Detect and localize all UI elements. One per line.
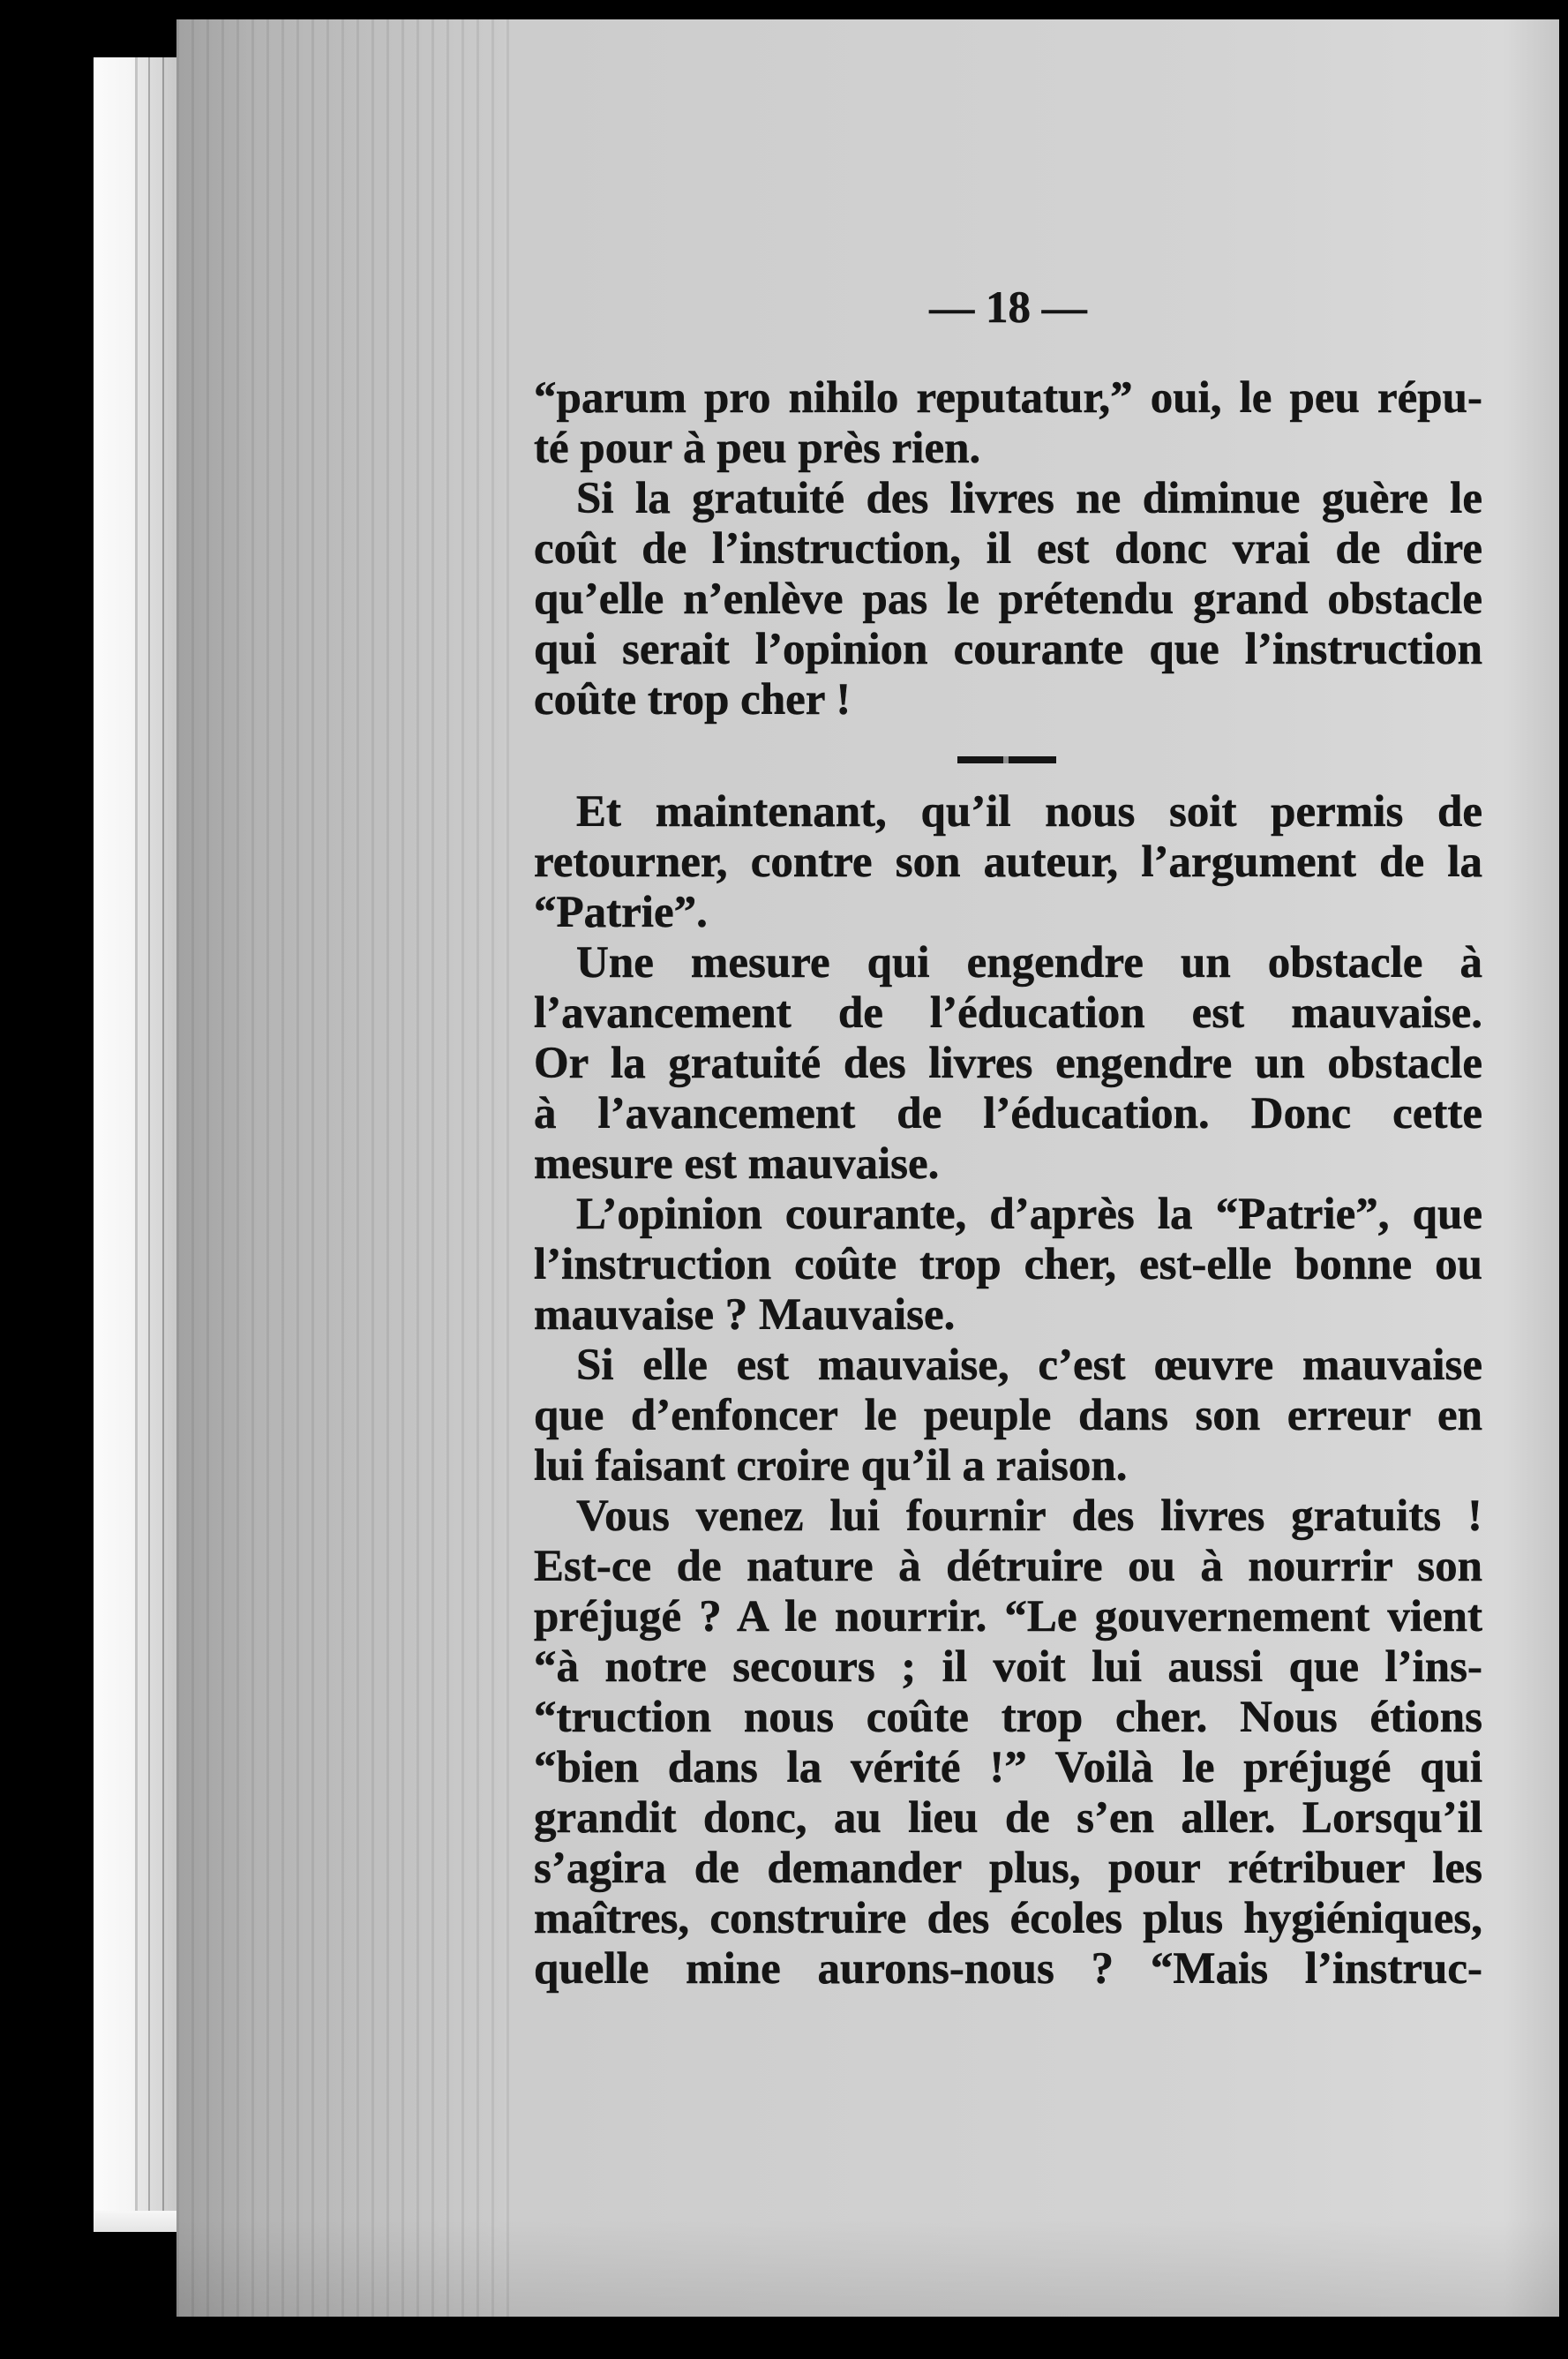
text-block <box>534 373 1482 1995</box>
text-line: Une mesure qui engendre un obstacle à <box>576 938 1482 988</box>
text-line: “truction nous coûte trop cher. Nous étions <box>534 1693 1482 1742</box>
section-separator <box>534 725 1482 787</box>
text-line: Vous venez lui fournir des livres gratuits ! <box>576 1491 1482 1541</box>
separator-rule <box>957 756 1056 763</box>
text-line: qu’elle n’enlève pas le prétendu grand obstacle <box>534 575 1482 624</box>
text-line: grandit donc, au lieu de s’en aller. Lorsqu’il <box>534 1793 1482 1843</box>
text-line: lui faisant croire qu’il a raison. <box>534 1441 1128 1491</box>
text-line: l’instruction coûte trop cher, est-elle bonne ou <box>534 1240 1482 1289</box>
paragraph <box>534 1491 1482 1995</box>
page-edge-stack <box>94 57 178 2224</box>
text-line: “Patrie”. <box>534 888 708 937</box>
text-line: s’agira de demander plus, pour rétribuer les <box>534 1844 1482 1893</box>
text-line: Si la gratuité des livres ne diminue guère le <box>576 474 1482 523</box>
text-line: que d’enfoncer le peuple dans son erreur en <box>534 1391 1482 1440</box>
text-line: quelle mine aurons-nous ? “Mais l’instruc- <box>534 1944 1482 1994</box>
scan-streaks <box>176 19 512 2317</box>
text-line: préjugé ? A le nourrir. “Le gouvernement vient <box>534 1592 1482 1642</box>
text-line: à l’avancement de l’éducation. Donc cette <box>534 1089 1482 1138</box>
text-line: Or la gratuité des livres engendre un obstacle <box>534 1039 1482 1088</box>
paragraph <box>534 474 1482 725</box>
text-line: “bien dans la vérité !” Voilà le préjugé qui <box>534 1743 1482 1792</box>
paragraph-continued <box>534 373 1482 474</box>
page-number: — 18 — <box>929 283 1087 333</box>
text-line: maîtres, construire des écoles plus hygiéniques, <box>534 1894 1482 1943</box>
paragraph <box>534 1341 1482 1491</box>
text-line: “à notre secours ; il voit lui aussi que l’ins- <box>534 1642 1482 1692</box>
paragraph <box>534 1190 1482 1341</box>
paragraph <box>534 787 1482 938</box>
text-line: coûte trop cher ! <box>534 675 852 725</box>
text-line: coût de l’instruction, il est donc vrai de dire <box>534 524 1482 574</box>
text-line: Si elle est mauvaise, c’est œuvre mauvaise <box>576 1341 1482 1390</box>
text-line: qui serait l’opinion courante que l’instruction <box>534 625 1482 674</box>
text-line: “parum pro nihilo reputatur,” oui, le peu répu- <box>534 373 1482 423</box>
book-page <box>176 19 1559 2317</box>
text-line: retourner, contre son auteur, l’argument de la <box>534 838 1482 887</box>
text-line: mesure est mauvaise. <box>534 1139 940 1189</box>
text-line: Est-ce de nature à détruire ou à nourrir son <box>534 1542 1482 1591</box>
text-line: l’avancement de l’éducation est mauvaise. <box>534 988 1482 1038</box>
text-line: té pour à peu près rien. <box>534 424 981 473</box>
text-line: L’opinion courante, d’après la “Patrie”, que <box>576 1190 1482 1239</box>
paragraph <box>534 938 1482 1190</box>
text-line: Et maintenant, qu’il nous soit permis de <box>576 787 1482 837</box>
text-line: mauvaise ? Mauvaise. <box>534 1290 956 1340</box>
